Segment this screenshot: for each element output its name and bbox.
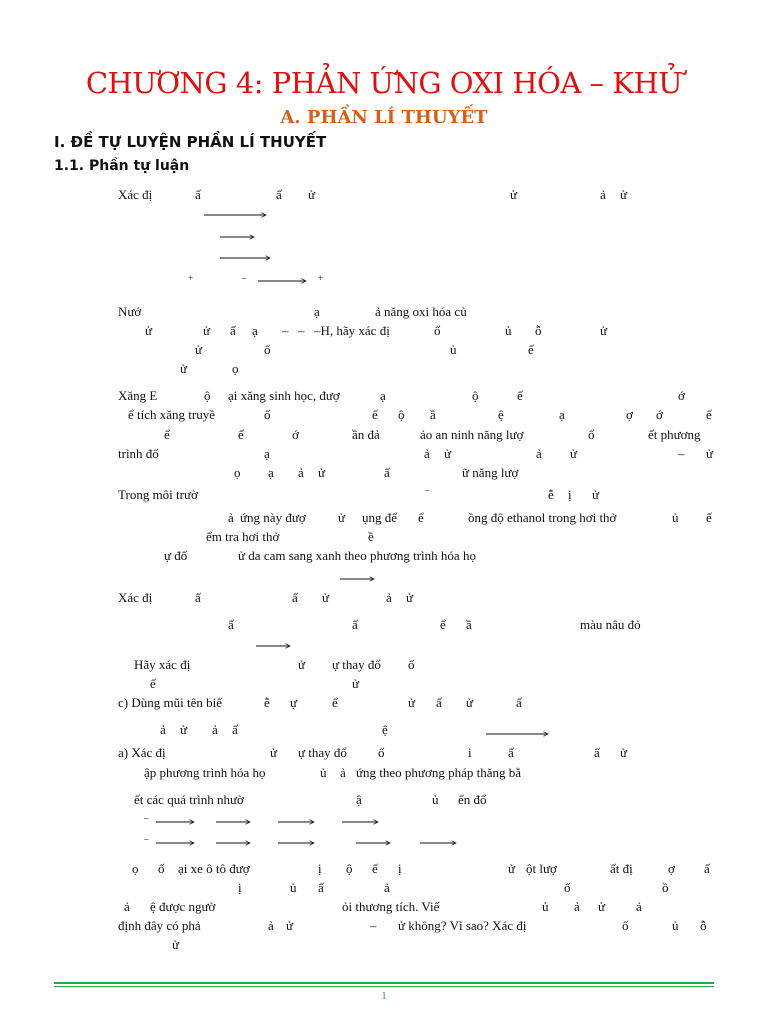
text-fragment: ả [160, 722, 166, 737]
text-fragment: ố [588, 427, 595, 442]
text-fragment: Nướ [118, 304, 142, 319]
footer-rule [54, 986, 714, 987]
text-fragment: ấ [276, 187, 282, 202]
text-fragment: ạ [559, 407, 565, 422]
text-fragment: –H, hãy xác đị [314, 323, 390, 338]
text-fragment: ử [145, 323, 153, 338]
text-fragment: ậ [356, 792, 362, 807]
text-fragment: – [282, 323, 289, 338]
text-fragment: ể tích xăng truyề [128, 407, 215, 422]
text-fragment: ệ được ngườ [150, 899, 216, 914]
text-fragment: ị [568, 487, 572, 502]
text-fragment: ỏi thương tích. Viế [342, 899, 440, 914]
text-fragment: ộ [346, 861, 353, 876]
text-fragment: ọ [232, 361, 239, 376]
charge-sign: – [144, 813, 149, 823]
text-fragment: ả [340, 765, 346, 780]
text-fragment: ập phương trình hóa họ [144, 765, 266, 780]
text-fragment: – [298, 323, 305, 338]
text-fragment: ự thay đổ [332, 657, 381, 672]
text-fragment: ệ [382, 722, 388, 737]
text-fragment: ễ [264, 695, 270, 710]
text-fragment: ố [378, 745, 385, 760]
text-fragment: ộ [398, 407, 405, 422]
text-fragment: ột lượ [526, 861, 557, 876]
text-fragment: ể [418, 510, 424, 525]
text-fragment: ần đả [352, 427, 380, 442]
text-fragment: Hãy xác đị [134, 657, 191, 672]
part-subtitle: A. PHẦN LÍ THUYẾT [280, 107, 488, 128]
text-fragment: ử [195, 342, 203, 357]
text-fragment: ử [706, 446, 714, 461]
charge-sign: + [188, 273, 194, 283]
text-fragment: ủ [672, 510, 679, 525]
text-fragment: ả [268, 918, 274, 933]
charge-sign: – [425, 485, 430, 495]
chapter-title: CHƯƠNG 4: PHẢN ỨNG OXI HÓA – KHỬ [85, 66, 683, 100]
text-fragment: ợ [668, 861, 675, 876]
text-fragment: ết phương [648, 427, 701, 442]
text-fragment: ử [598, 899, 606, 914]
text-fragment: ấ [436, 695, 442, 710]
text-fragment: ợ [626, 407, 633, 422]
text-fragment: ố [622, 918, 629, 933]
text-fragment: ấ [292, 590, 298, 605]
text-fragment: ế [517, 388, 523, 403]
text-fragment: ử [298, 657, 306, 672]
charge-sign: + [318, 273, 324, 283]
text-fragment: ố [564, 880, 571, 895]
text-fragment: ử [270, 745, 278, 760]
text-fragment: ả [298, 465, 304, 480]
text-fragment: ể [332, 695, 338, 710]
text-fragment: ất đị [610, 861, 633, 876]
text-fragment: ễ [548, 487, 554, 502]
text-fragment: ả [536, 446, 542, 461]
text-fragment: ả [424, 446, 430, 461]
text-fragment: ồng độ ethanol trong hơi thở [468, 510, 617, 525]
text-fragment: ử [620, 745, 628, 760]
text-fragment: ấ [508, 745, 514, 760]
charge-sign: – [242, 273, 247, 283]
text-fragment: ủ [542, 899, 549, 914]
text-fragment: ả [212, 722, 218, 737]
text-fragment: ữ năng lượ [462, 465, 519, 480]
text-fragment: ấ [195, 187, 201, 202]
text-fragment: ử [308, 187, 316, 202]
text-fragment: ồ [662, 880, 669, 895]
text-fragment: ộ [472, 388, 479, 403]
text-fragment: ảo an ninh năng lượ [420, 427, 524, 442]
charge-sign: – [144, 834, 149, 844]
text-fragment: ộ [204, 388, 211, 403]
text-fragment: ầ [430, 407, 436, 422]
text-fragment: ủ [672, 918, 679, 933]
page-number: 1 [381, 990, 387, 1002]
text-fragment: ả [228, 510, 234, 525]
text-fragment: ả [124, 899, 130, 914]
text-fragment: ử [620, 187, 628, 202]
text-fragment: ớ [678, 388, 685, 403]
text-fragment: ố [158, 861, 165, 876]
text-fragment: ử [592, 487, 600, 502]
text-fragment: ế [238, 427, 244, 442]
text-fragment: ử [600, 323, 608, 338]
text-fragment: – [678, 446, 685, 461]
text-fragment: ử [408, 695, 416, 710]
text-fragment: ấ [232, 722, 238, 737]
text-fragment: ủ [505, 323, 512, 338]
text-fragment: ử [286, 918, 294, 933]
text-fragment: ế [528, 342, 534, 357]
text-fragment: ủ [290, 880, 297, 895]
text-fragment: ủ [320, 765, 327, 780]
text-fragment: ử không? Vì sao? Xác đị [398, 918, 527, 933]
text-fragment: ạ [264, 446, 270, 461]
text-fragment: ị [398, 861, 402, 876]
text-fragment: ử [338, 510, 346, 525]
text-fragment: ự đổ [164, 548, 188, 563]
text-fragment: ớ [656, 407, 663, 422]
text-fragment: ầ [466, 617, 472, 632]
text-fragment: ử [318, 465, 326, 480]
text-fragment: ạ [314, 304, 320, 319]
text-fragment: ạ [268, 465, 274, 480]
text-fragment: ủ [432, 792, 439, 807]
text-fragment: ử [180, 722, 188, 737]
text-fragment: ố [264, 407, 271, 422]
footer-rule [54, 982, 714, 984]
text-fragment: ử [172, 937, 180, 952]
text-fragment: ứng theo phương pháp thăng bằ [356, 765, 522, 780]
text-fragment: ể [164, 427, 170, 442]
text-fragment: Xác đị [118, 187, 153, 202]
text-fragment: a) Xác đị [118, 745, 166, 760]
text-fragment: ệ [498, 407, 504, 422]
text-fragment: ử [352, 676, 360, 691]
text-fragment: ả [636, 899, 642, 914]
text-fragment: ấ [594, 745, 600, 760]
text-fragment: ỗ [535, 323, 542, 338]
text-fragment: ại xe ô tô đượ [178, 861, 250, 876]
text-fragment: ử [203, 323, 211, 338]
text-fragment: c) Dùng mũi tên biể [118, 695, 222, 710]
text-fragment: ọ [234, 465, 241, 480]
text-fragment: ả [600, 187, 606, 202]
text-fragment: ế [372, 407, 378, 422]
text-fragment: ủ [450, 342, 457, 357]
text-fragment: ả [574, 899, 580, 914]
text-fragment: ị [238, 880, 242, 895]
text-fragment: ố [264, 342, 271, 357]
text-fragment: ế [372, 861, 378, 876]
text-fragment: ểm tra hơi thở [206, 529, 280, 544]
text-fragment: ử [180, 361, 188, 376]
text-fragment: ứng này đượ [240, 510, 306, 525]
text-fragment: ả [384, 880, 390, 895]
text-fragment: ử [510, 187, 518, 202]
text-fragment: ấ [318, 880, 324, 895]
text-fragment: ạ [380, 388, 386, 403]
text-fragment: màu nâu đỏ [580, 617, 641, 632]
text-fragment: trình đố [118, 446, 159, 461]
text-fragment: ại xăng sinh học, đượ [228, 388, 340, 403]
text-fragment: ạ [252, 323, 258, 338]
text-fragment: ử [570, 446, 578, 461]
text-fragment: ớ [292, 427, 299, 442]
text-fragment: ả [386, 590, 392, 605]
text-fragment: Xăng E [118, 388, 158, 403]
text-fragment: ử [322, 590, 330, 605]
text-fragment: ấ [228, 617, 234, 632]
text-fragment: ấ [195, 590, 201, 605]
text-fragment: ử [466, 695, 474, 710]
text-fragment: ử [406, 590, 414, 605]
text-fragment: ấ [230, 323, 236, 338]
subsection-heading: 1.1. Phần tự luận [54, 158, 190, 174]
text-fragment: ụng để [362, 510, 398, 525]
text-fragment: ọ [132, 861, 139, 876]
text-fragment: ế [150, 676, 156, 691]
text-fragment: ả năng oxi hóa củ [375, 304, 467, 319]
text-fragment: Trong môi trườ [118, 487, 198, 502]
text-fragment: ố [408, 657, 415, 672]
text-fragment: i [468, 745, 472, 760]
text-fragment: ế [706, 407, 712, 422]
text-fragment: ể [440, 617, 446, 632]
text-fragment: ết các quá trình nhườ [134, 792, 244, 807]
text-fragment: ị [318, 861, 322, 876]
text-fragment: ến đổ [458, 792, 487, 807]
text-fragment: ỗ [700, 918, 707, 933]
text-fragment: – [370, 918, 377, 933]
text-fragment: ử [508, 861, 516, 876]
text-fragment: định đây có phả [118, 918, 201, 933]
text-fragment: ử [444, 446, 452, 461]
section-heading: I. ĐỀ TỰ LUYỆN PHẦN LÍ THUYẾT [54, 133, 327, 151]
text-fragment: ấ [516, 695, 522, 710]
text-fragment: ử da cam sang xanh theo phương trình hóa họ [238, 548, 476, 563]
text-fragment: ự thay đổ [298, 745, 347, 760]
text-fragment: ố [434, 323, 441, 338]
text-fragment: ự [290, 695, 298, 710]
text-fragment: ấ [352, 617, 358, 632]
text-fragment: ấ [384, 465, 390, 480]
text-fragment: ấ [704, 861, 710, 876]
text-fragment: Xác đị [118, 590, 153, 605]
text-fragment: ề [368, 529, 374, 544]
text-fragment: ế [706, 510, 712, 525]
